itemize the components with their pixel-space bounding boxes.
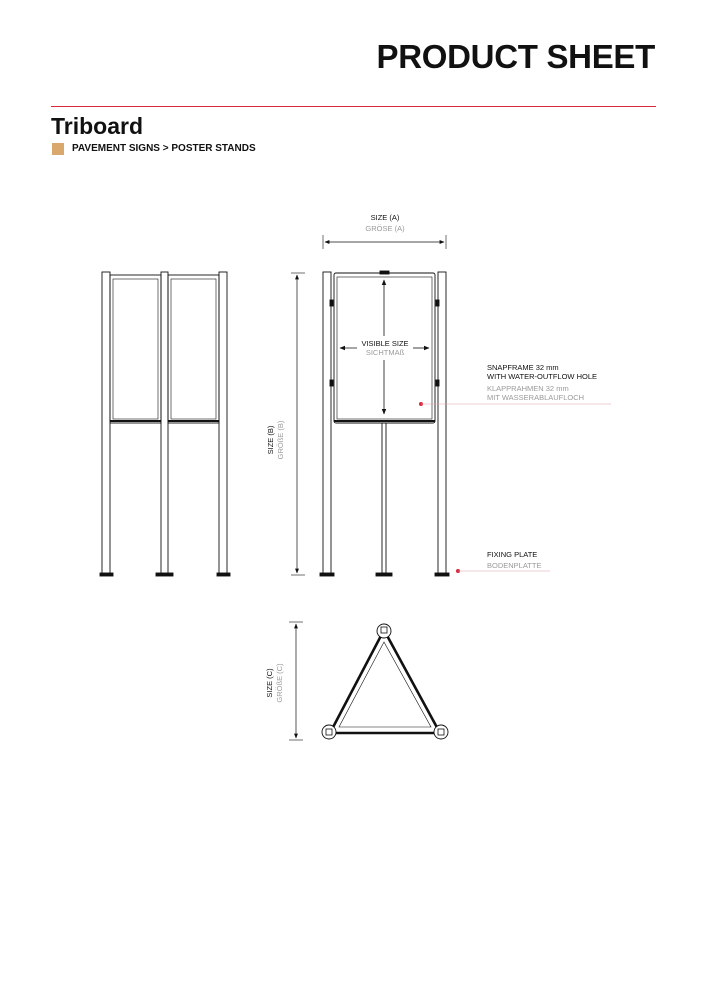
hinge [330,300,333,306]
size-b-dimension [266,273,305,575]
front-right-base [435,573,449,576]
front-left-base [320,573,334,576]
visible-size-label: VISIBLE SIZE [361,339,409,348]
front-center-pole [382,423,386,573]
front-view-drawing [320,271,449,576]
front-frame-top-cap [380,271,389,274]
fixing-plate-callout [456,550,550,573]
top-corner-plate [377,624,391,638]
center-post-base [156,573,173,576]
snapframe-callout [419,363,611,406]
size-a-dimension [323,213,446,249]
left-post-base [100,573,113,576]
sheet-title: PRODUCT SHEET [376,38,655,75]
left-panel-frame [110,275,161,423]
snapframe-label-de-line1: KLAPPRAHMEN 32 mm [487,384,569,393]
category-breadcrumb: PAVEMENT SIGNS > POSTER STANDS [72,143,256,154]
product-name: Triboard [51,113,144,139]
size-c-dimension [265,622,303,740]
front-left-post [323,272,331,575]
visible-size-label-de: SICHTMAß [365,348,405,357]
fixing-plate-label-de: BODENPLATTE [487,561,542,570]
triangle-outer [330,630,440,733]
front-center-base [376,573,392,576]
size-c-label-de: GRÖßE (C) [275,663,284,703]
hinge [436,380,439,386]
center-post [161,272,168,575]
top-view-drawing [322,624,448,739]
size-b-label: SIZE (B) [266,425,275,455]
snapframe-label-line2: WITH WATER-OUTFLOW HOLE [487,372,597,381]
snapframe-label-line1: SNAPFRAME 32 mm [487,363,559,372]
size-a-label-de: GRÖSE (A) [365,224,405,233]
size-a-label: SIZE (A) [370,213,400,222]
side-view-drawing [100,272,230,576]
right-post-base [217,573,230,576]
hinge [330,380,333,386]
right-post [219,272,227,575]
left-panel-inner [113,279,158,419]
size-c-label: SIZE (C) [265,668,274,698]
snapframe-label-de-line2: MIT WASSERABLAUFLOCH [487,393,585,402]
right-panel-frame [168,275,219,423]
size-b-label-de: GRÖßE (B) [276,420,285,460]
left-corner-plate [322,725,336,739]
left-post [102,272,110,575]
visible-size-dimension [340,280,429,414]
right-panel-inner [171,279,216,419]
front-right-post [438,272,446,575]
right-corner-plate [434,725,448,739]
fixing-plate-label: FIXING PLATE [487,550,538,559]
triangle-inner [339,642,431,727]
hinge [436,300,439,306]
